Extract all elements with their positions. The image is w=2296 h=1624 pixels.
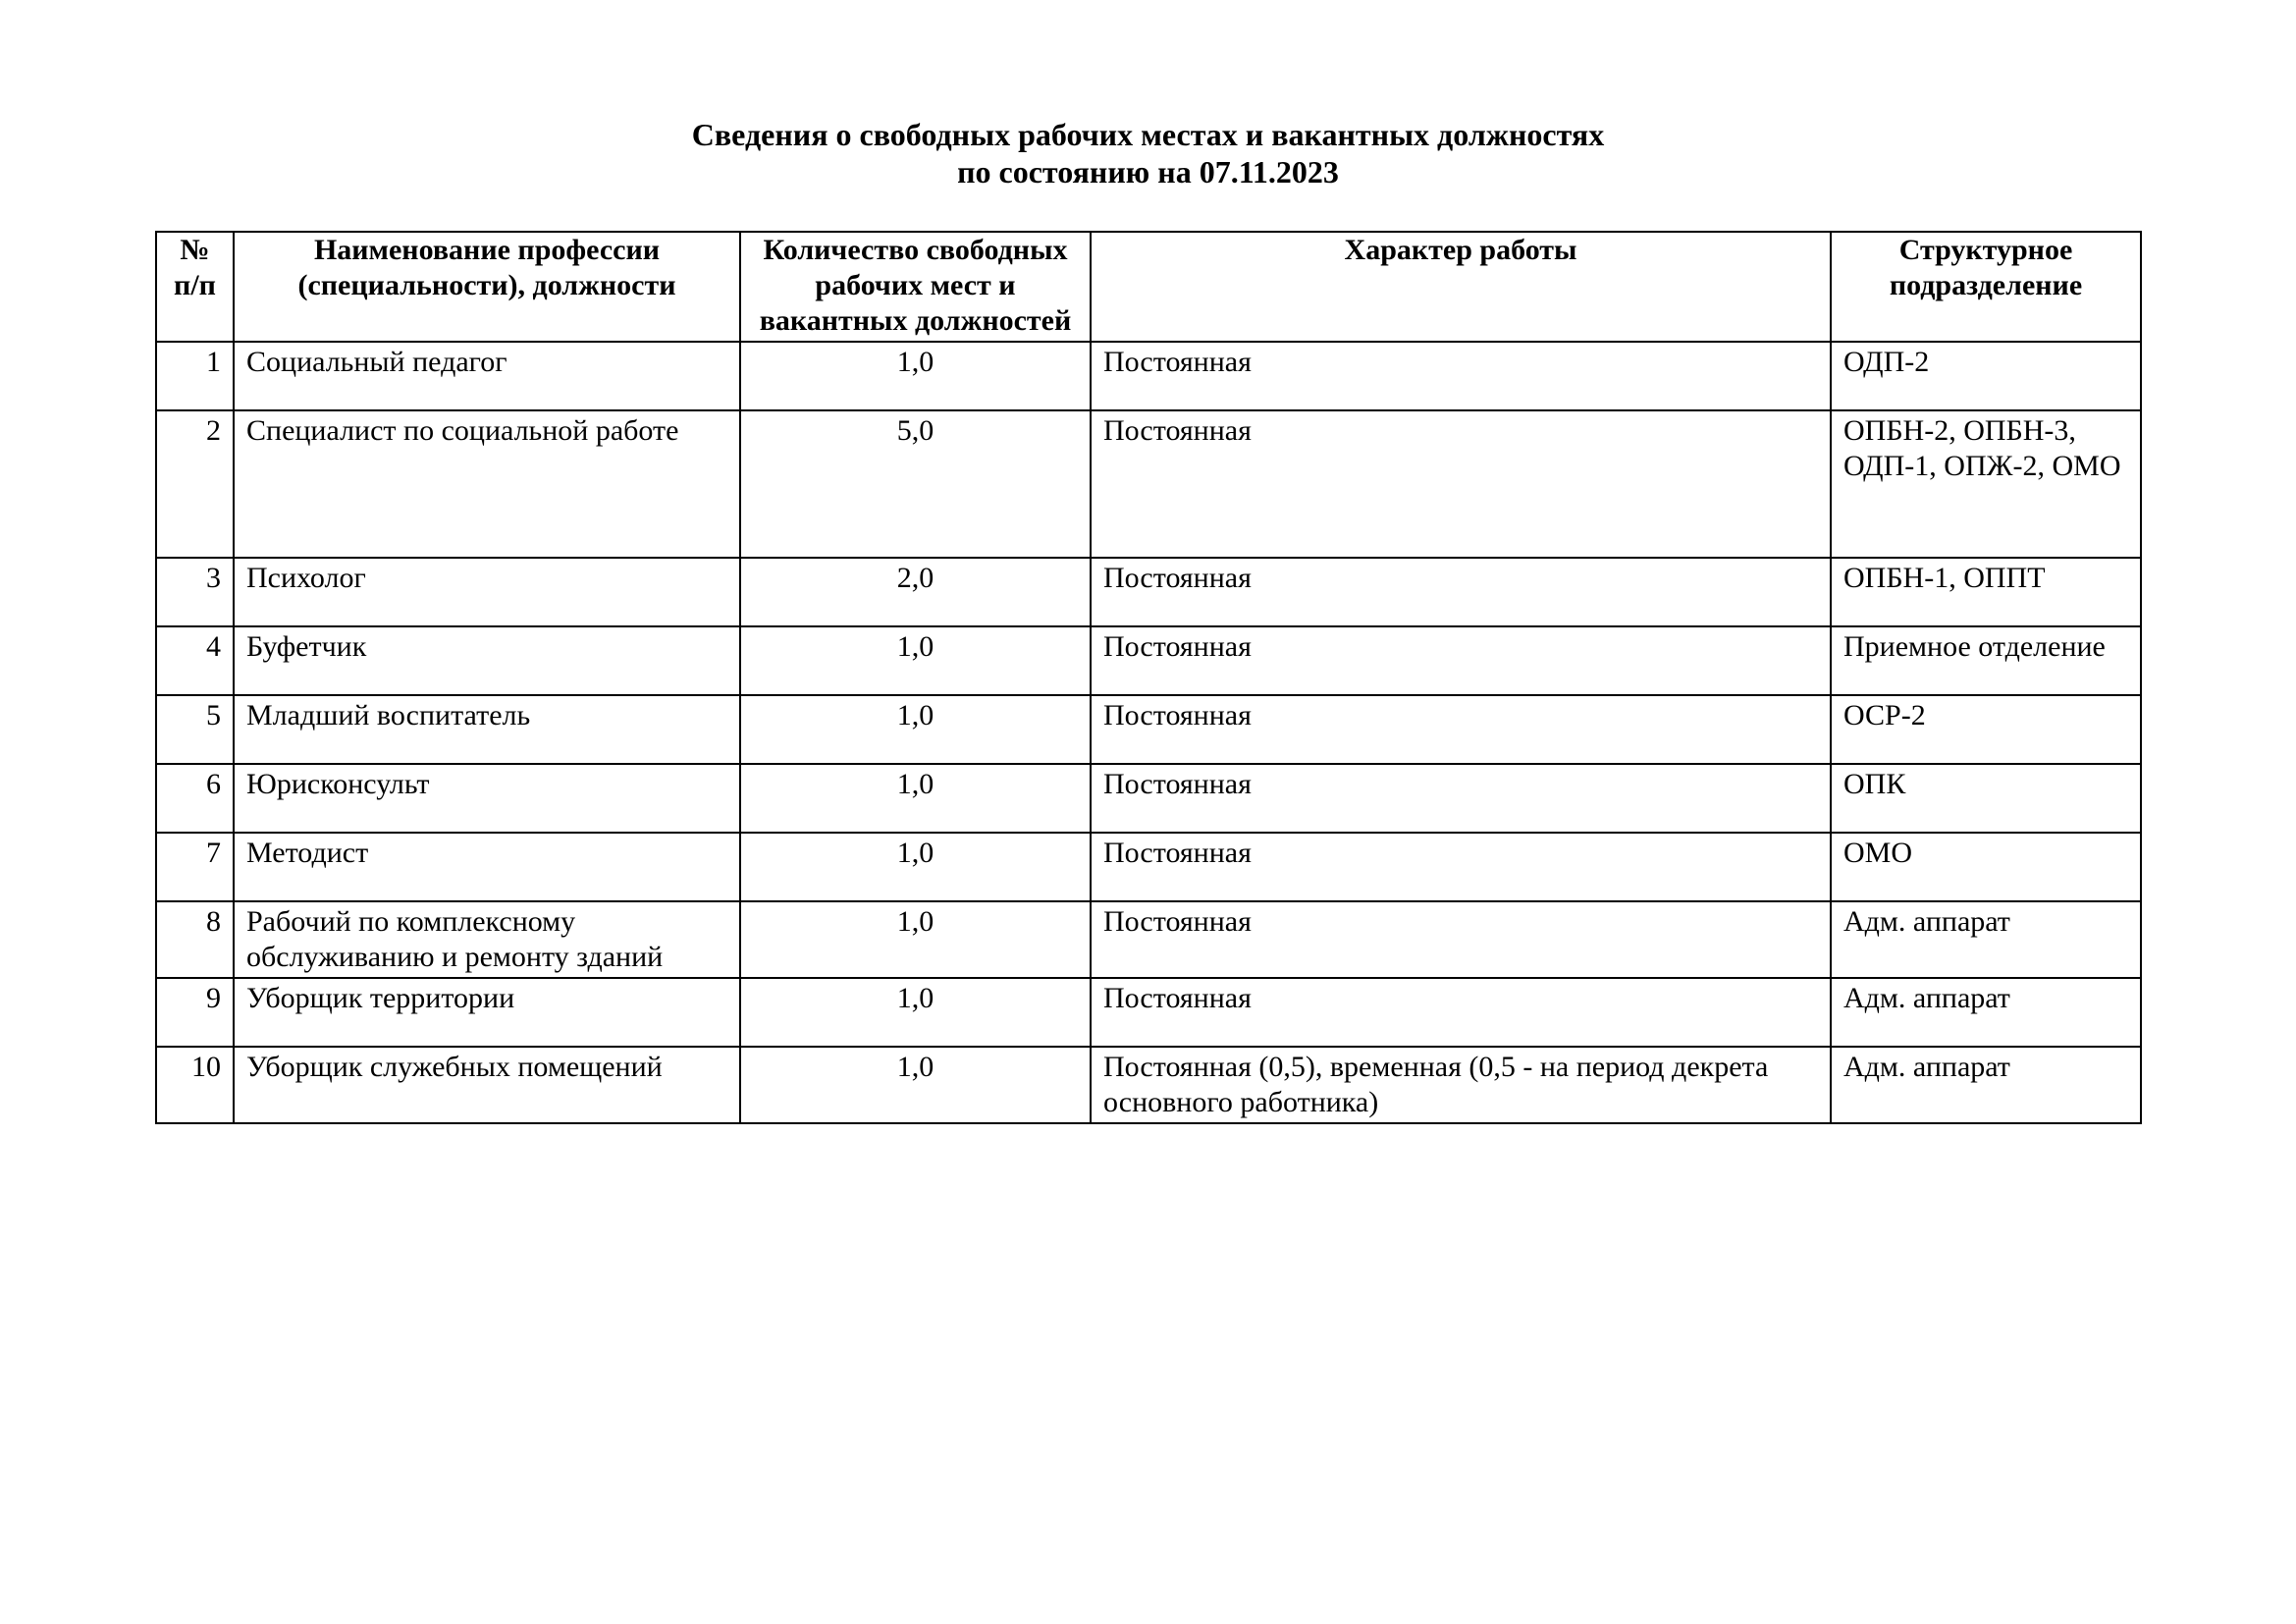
cell-num: 4 bbox=[156, 626, 234, 695]
cell-character: Постоянная bbox=[1091, 764, 1831, 833]
cell-unit: ОМО bbox=[1831, 833, 2141, 901]
cell-qty: 5,0 bbox=[740, 410, 1091, 558]
cell-num: 7 bbox=[156, 833, 234, 901]
cell-num: 2 bbox=[156, 410, 234, 558]
cell-name: Уборщик территории bbox=[234, 978, 740, 1047]
cell-num: 3 bbox=[156, 558, 234, 626]
cell-qty: 1,0 bbox=[740, 1047, 1091, 1123]
header-unit: Структурное подразделение bbox=[1831, 232, 2141, 342]
cell-unit: Адм. аппарат bbox=[1831, 901, 2141, 978]
cell-character: Постоянная bbox=[1091, 978, 1831, 1047]
cell-character: Постоянная bbox=[1091, 558, 1831, 626]
cell-qty: 1,0 bbox=[740, 342, 1091, 410]
table-header-row bbox=[156, 232, 2141, 342]
cell-name: Младший воспитатель bbox=[234, 695, 740, 764]
cell-name: Социальный педагог bbox=[234, 342, 740, 410]
table-row bbox=[156, 1047, 2141, 1123]
cell-unit: Приемное отделение bbox=[1831, 626, 2141, 695]
cell-qty: 1,0 bbox=[740, 901, 1091, 978]
cell-character: Постоянная bbox=[1091, 410, 1831, 558]
table-row bbox=[156, 901, 2141, 978]
cell-qty: 2,0 bbox=[740, 558, 1091, 626]
cell-name: Юрисконсульт bbox=[234, 764, 740, 833]
cell-num: 6 bbox=[156, 764, 234, 833]
cell-qty: 1,0 bbox=[740, 764, 1091, 833]
header-character: Характер работы bbox=[1091, 232, 1831, 342]
header-qty: Количество свободных рабочих мест и вакантных должностей bbox=[740, 232, 1091, 342]
cell-character: Постоянная bbox=[1091, 833, 1831, 901]
title-line-2: по состоянию на 07.11.2023 bbox=[957, 154, 1339, 189]
cell-num: 1 bbox=[156, 342, 234, 410]
cell-unit: ОДП-2 bbox=[1831, 342, 2141, 410]
table-row bbox=[156, 410, 2141, 558]
cell-name: Психолог bbox=[234, 558, 740, 626]
cell-qty: 1,0 bbox=[740, 695, 1091, 764]
table-row bbox=[156, 626, 2141, 695]
table-row bbox=[156, 764, 2141, 833]
table-row bbox=[156, 558, 2141, 626]
cell-name: Буфетчик bbox=[234, 626, 740, 695]
cell-num: 8 bbox=[156, 901, 234, 978]
cell-character: Постоянная bbox=[1091, 901, 1831, 978]
cell-unit: ОСР-2 bbox=[1831, 695, 2141, 764]
cell-qty: 1,0 bbox=[740, 626, 1091, 695]
document-title bbox=[0, 116, 2296, 190]
cell-unit: Адм. аппарат bbox=[1831, 978, 2141, 1047]
cell-name: Уборщик служебных помещений bbox=[234, 1047, 740, 1123]
cell-character: Постоянная (0,5), временная (0,5 - на период декрета основного работника) bbox=[1091, 1047, 1831, 1123]
cell-unit: ОПК bbox=[1831, 764, 2141, 833]
cell-character: Постоянная bbox=[1091, 626, 1831, 695]
cell-unit: ОПБН-1, ОППТ bbox=[1831, 558, 2141, 626]
cell-unit: Адм. аппарат bbox=[1831, 1047, 2141, 1123]
vacancies-table bbox=[155, 231, 2142, 1124]
cell-name: Методист bbox=[234, 833, 740, 901]
header-name: Наименование профессии (специальности), должности bbox=[234, 232, 740, 342]
cell-qty: 1,0 bbox=[740, 978, 1091, 1047]
cell-name: Рабочий по комплексному обслуживанию и ремонту зданий bbox=[234, 901, 740, 978]
table-row bbox=[156, 695, 2141, 764]
table-row bbox=[156, 978, 2141, 1047]
cell-qty: 1,0 bbox=[740, 833, 1091, 901]
cell-unit: ОПБН-2, ОПБН-3, ОДП-1, ОПЖ-2, ОМО bbox=[1831, 410, 2141, 558]
header-num: № п/п bbox=[156, 232, 234, 342]
table-row bbox=[156, 833, 2141, 901]
cell-name: Специалист по социальной работе bbox=[234, 410, 740, 558]
cell-num: 5 bbox=[156, 695, 234, 764]
cell-character: Постоянная bbox=[1091, 342, 1831, 410]
title-line-1: Сведения о свободных рабочих местах и вакантных должностях bbox=[691, 117, 1605, 152]
cell-character: Постоянная bbox=[1091, 695, 1831, 764]
cell-num: 9 bbox=[156, 978, 234, 1047]
table-row bbox=[156, 342, 2141, 410]
cell-num: 10 bbox=[156, 1047, 234, 1123]
